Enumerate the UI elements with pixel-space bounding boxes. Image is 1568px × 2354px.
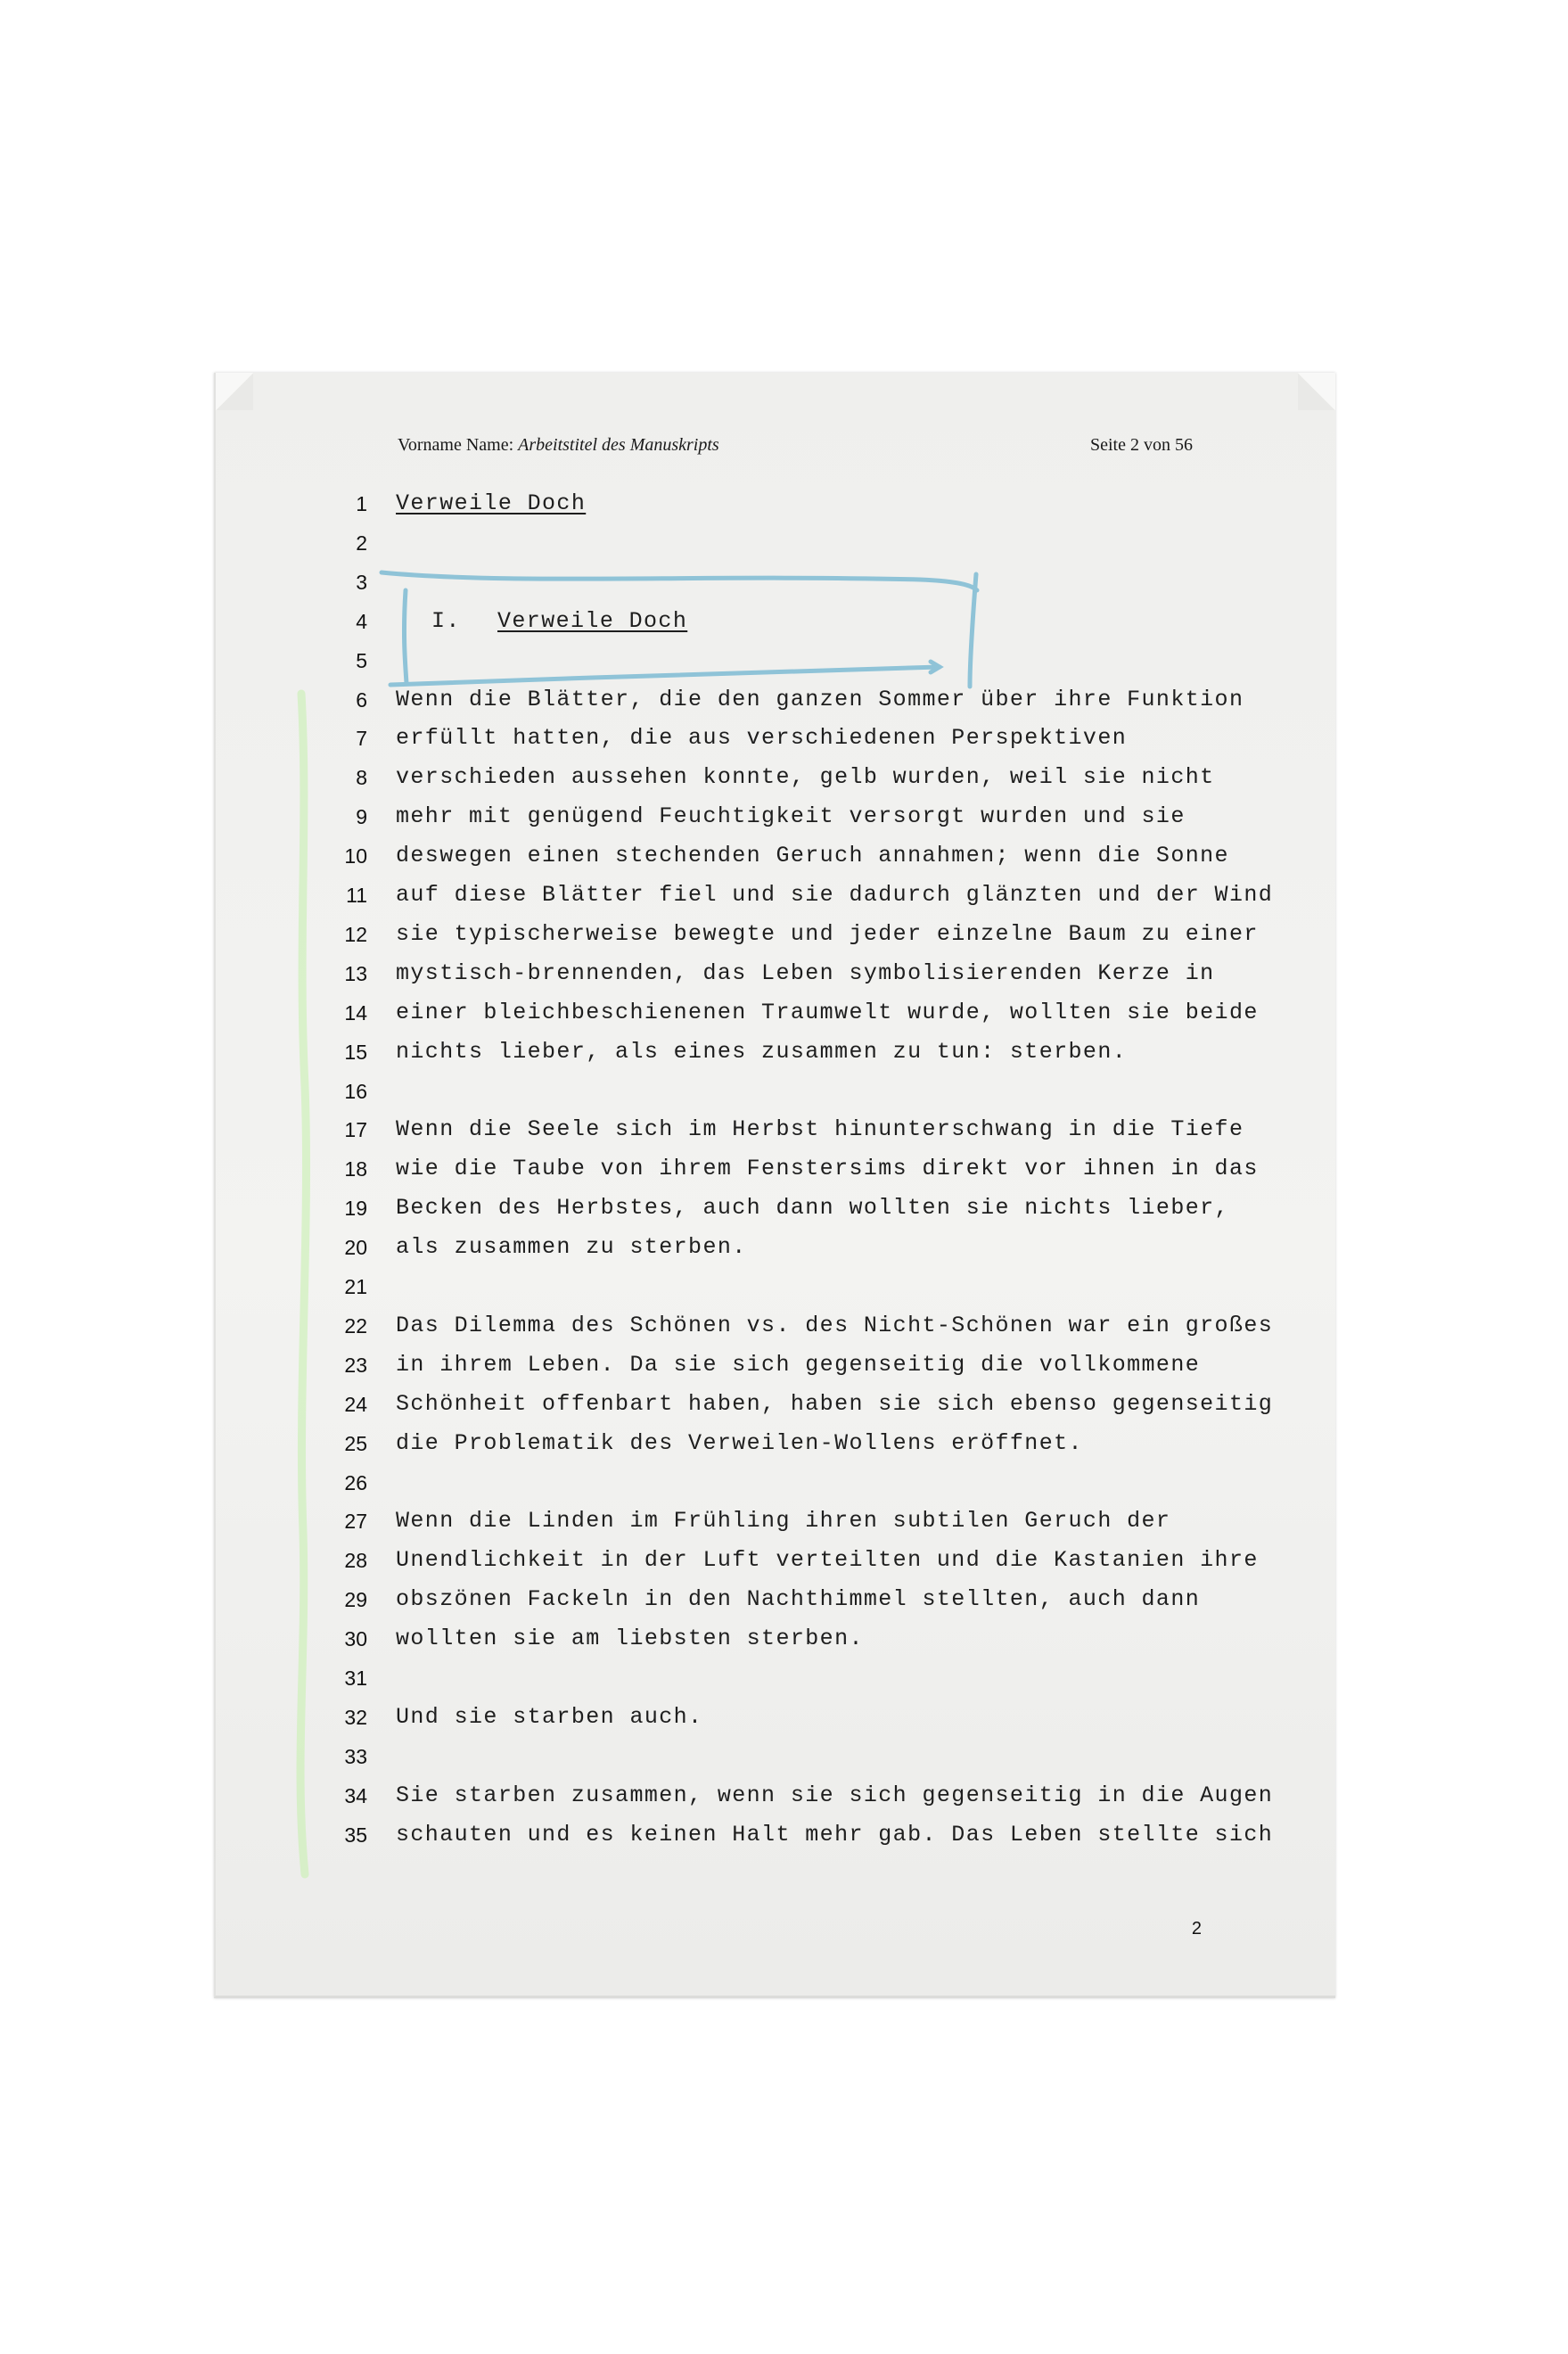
line-text: Sie starben zusammen, wenn sie sich gegenseitig in die Augen	[396, 1782, 1274, 1808]
manuscript-title: Verweile Doch	[396, 490, 587, 516]
manuscript-line	[216, 1779, 1335, 1818]
manuscript-line	[216, 761, 1335, 800]
line-text: erfüllt hatten, die aus verschiedenen Perspektiven	[396, 725, 1128, 752]
manuscript-line	[216, 1348, 1335, 1387]
line-text: sie typischerweise bewegte und jeder einzelne Baum zu einer	[396, 920, 1259, 947]
line-number: 23	[344, 1353, 367, 1377]
manuscript-line	[216, 800, 1335, 839]
line-number: 30	[344, 1627, 367, 1651]
manuscript-line	[216, 839, 1335, 878]
manuscript-line	[216, 1309, 1335, 1348]
manuscript-line	[216, 1113, 1335, 1152]
manuscript-line	[216, 1074, 1335, 1114]
line-number: 4	[356, 609, 367, 633]
manuscript-line	[216, 605, 1335, 644]
line-number: 14	[344, 1000, 367, 1025]
line-text: in ihrem Leben. Da sie sich gegenseitig die vollkommene	[396, 1351, 1201, 1378]
line-number: 12	[344, 922, 367, 946]
line-number: 25	[344, 1431, 367, 1455]
manuscript-line	[216, 1387, 1335, 1427]
running-header-left	[398, 435, 719, 456]
header-working-title: Arbeitstitel des Manuskripts	[518, 435, 719, 455]
manuscript-line	[216, 1230, 1335, 1270]
line-number: 22	[344, 1313, 367, 1338]
line-text: Unendlichkeit in der Luft verteilten und die Kastanien ihre	[396, 1547, 1259, 1574]
line-number: 29	[344, 1588, 367, 1612]
line-number: 2	[356, 531, 367, 555]
manuscript-line	[216, 1035, 1335, 1074]
chapter-title: Verweile Doch	[497, 607, 688, 634]
line-number: 21	[344, 1275, 367, 1298]
line-number: 34	[344, 1783, 367, 1807]
manuscript-line	[216, 644, 1335, 683]
manuscript-line	[216, 1661, 1335, 1700]
line-text: Schönheit offenbart haben, haben sie sich ebenso gegenseitig	[396, 1390, 1274, 1417]
manuscript-line	[216, 526, 1335, 565]
line-number: 5	[356, 648, 367, 672]
manuscript-line	[216, 1818, 1335, 1857]
line-number: 13	[344, 961, 367, 985]
manuscript-line	[216, 878, 1335, 918]
line-text: Wenn die Seele sich im Herbst hinunterschwang in die Tiefe	[396, 1116, 1244, 1143]
chapter-numeral: I.	[431, 607, 461, 634]
line-text: Wenn die Blätter, die den ganzen Sommer über ihre Funktion	[396, 686, 1244, 712]
manuscript-line	[216, 487, 1335, 526]
line-text: Wenn die Linden im Frühling ihren subtilen Geruch der	[396, 1508, 1171, 1535]
line-number: 33	[344, 1744, 367, 1768]
line-text: wollten sie am liebsten sterben.	[396, 1626, 864, 1652]
line-text: die Problematik des Verweilen-Wollens eröffnet.	[396, 1429, 1083, 1456]
header-page-of: Seite 2 von 56	[1090, 435, 1193, 455]
line-number: 27	[344, 1510, 367, 1534]
footer-page-number: 2	[1191, 1919, 1202, 1938]
line-number: 15	[344, 1040, 367, 1064]
manuscript-line	[216, 1583, 1335, 1622]
line-text: verschieden aussehen konnte, gelb wurden, weil sie nicht	[396, 764, 1215, 791]
manuscript-line	[216, 1504, 1335, 1543]
line-number: 18	[344, 1157, 367, 1181]
line-text: als zusammen zu sterben.	[396, 1234, 747, 1261]
manuscript-line	[216, 1740, 1335, 1779]
manuscript-line	[216, 565, 1335, 605]
line-text: mehr mit genügend Feuchtigkeit versorgt wurden und sie	[396, 803, 1186, 830]
manuscript-line	[216, 1427, 1335, 1466]
manuscript-line	[216, 1700, 1335, 1740]
line-number: 1	[356, 492, 367, 515]
line-number: 19	[344, 1197, 367, 1221]
chapter-heading	[431, 608, 687, 634]
line-number: 11	[346, 884, 367, 907]
line-text: deswegen einen stechenden Geruch annahmen; wenn die Sonne	[396, 843, 1229, 869]
manuscript-line	[216, 1191, 1335, 1230]
line-number: 24	[344, 1392, 367, 1416]
manuscript-line	[216, 918, 1335, 957]
line-text: Becken des Herbstes, auch dann wollten sie nichts lieber,	[396, 1195, 1229, 1222]
line-number: 8	[356, 766, 367, 790]
line-text: nichts lieber, als eines zusammen zu tun: sterben.	[396, 1038, 1128, 1065]
line-number: 35	[344, 1823, 367, 1847]
line-number: 31	[344, 1667, 367, 1690]
line-text: Das Dilemma des Schönen vs. des Nicht-Schönen war ein großes	[396, 1312, 1274, 1338]
manuscript-line	[216, 1152, 1335, 1191]
line-number: 3	[356, 570, 367, 594]
line-text: wie die Taube von ihrem Fenstersims direkt vor ihnen in das	[396, 1156, 1259, 1182]
line-text: einer bleichbeschienenen Traumwelt wurde, wollten sie beide	[396, 999, 1259, 1025]
line-text: obszönen Fackeln in den Nachthimmel stellten, auch dann	[396, 1586, 1201, 1613]
manuscript-line	[216, 1466, 1335, 1505]
line-number: 20	[344, 1236, 367, 1260]
manuscript-line	[216, 683, 1335, 722]
manuscript-page	[214, 373, 1335, 1998]
page-corner-right	[1298, 373, 1335, 410]
line-number: 10	[344, 844, 367, 868]
line-number: 6	[356, 687, 367, 712]
line-number: 32	[344, 1705, 367, 1729]
line-text: schauten und es keinen Halt mehr gab. Das Leben stellte sich	[396, 1821, 1274, 1848]
line-number: 26	[344, 1470, 367, 1494]
manuscript-line	[216, 721, 1335, 761]
line-text: mystisch-brennenden, das Leben symbolisierenden Kerze in	[396, 959, 1215, 986]
page-corner-left	[216, 373, 253, 410]
manuscript-line	[216, 1270, 1335, 1309]
line-number: 9	[356, 805, 367, 829]
line-text: auf diese Blätter fiel und sie dadurch glänzten und der Wind	[396, 882, 1274, 908]
line-number: 16	[344, 1079, 367, 1103]
line-number: 7	[356, 727, 367, 751]
header-author: Vorname Name:	[398, 435, 514, 455]
line-number: 17	[344, 1118, 367, 1142]
manuscript-line	[216, 957, 1335, 996]
line-text: Und sie starben auch.	[396, 1703, 703, 1730]
manuscript-line	[216, 996, 1335, 1035]
manuscript-line	[216, 1543, 1335, 1583]
manuscript-line	[216, 1622, 1335, 1661]
line-number: 28	[344, 1549, 367, 1573]
